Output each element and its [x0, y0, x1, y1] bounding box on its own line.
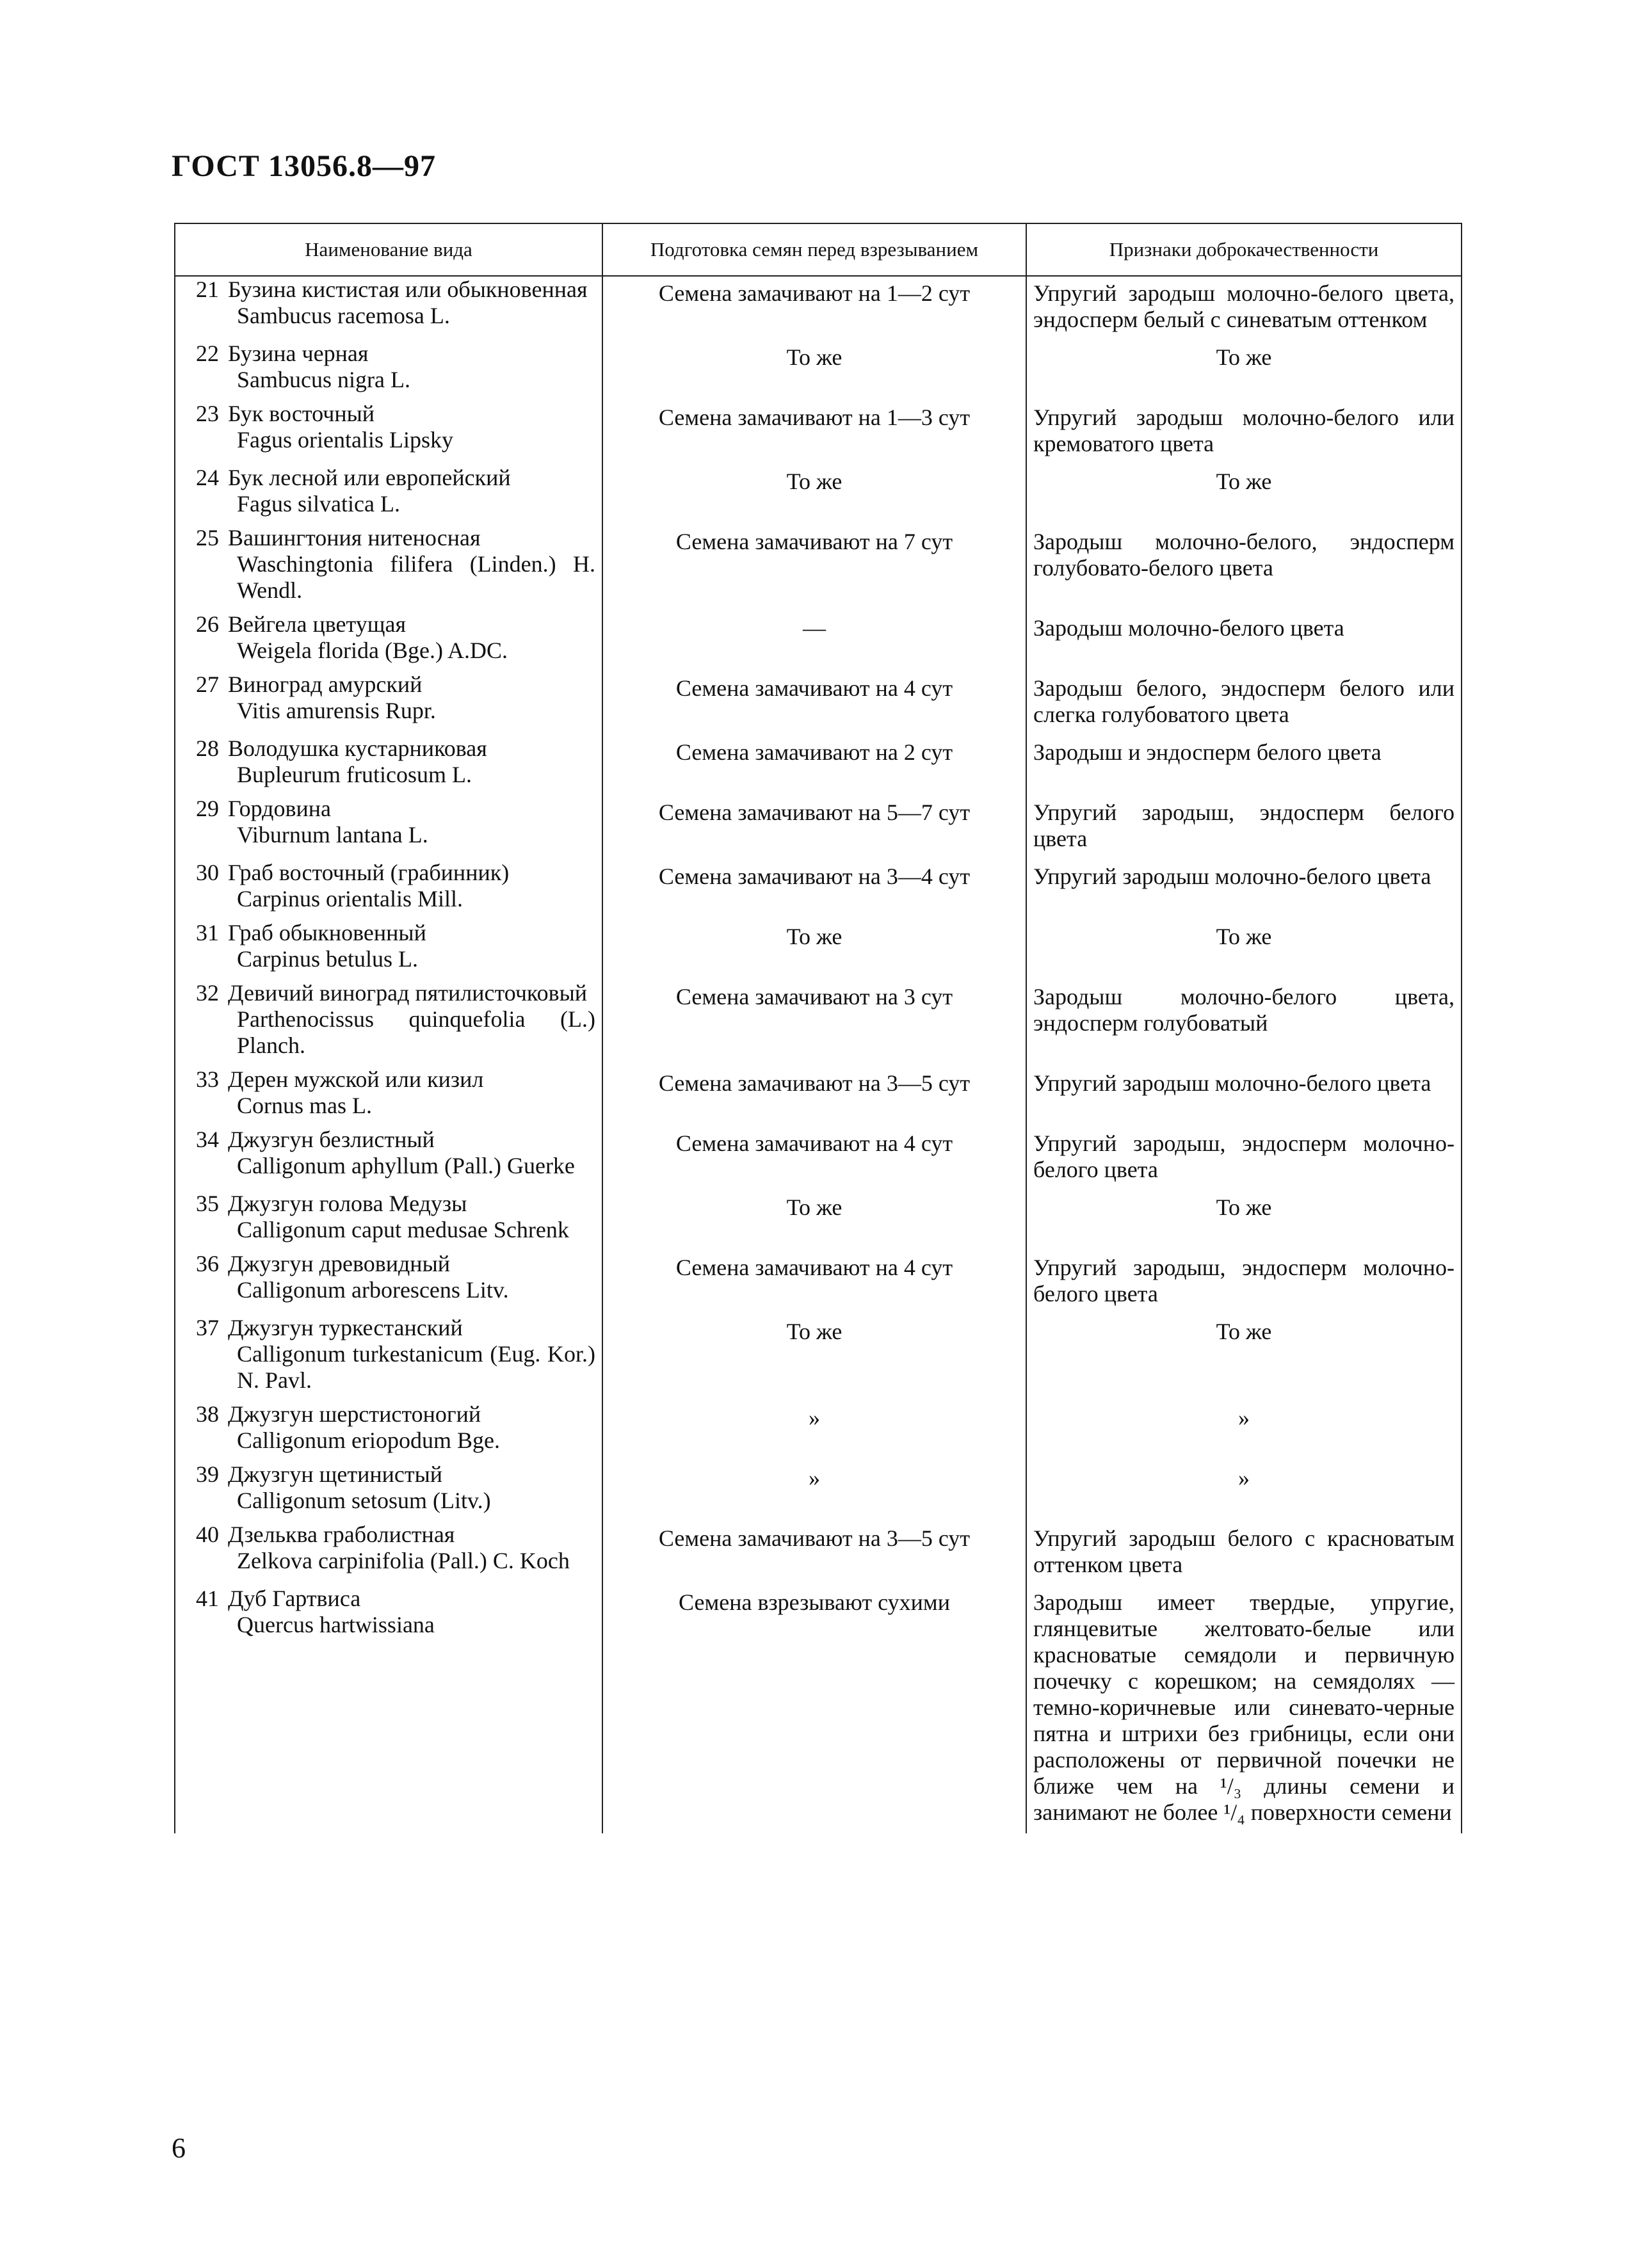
- species-name-latin: Calligonum setosum (Litv.): [237, 1488, 491, 1513]
- quality-signs-cell: Зародыш молочно-белого цвета: [1026, 611, 1462, 672]
- preparation-cell: Семена замачивают на 1—2 сут: [602, 276, 1026, 341]
- species-name-latin: Weigela florida (Bge.) A.DC.: [237, 638, 508, 663]
- species-name-cell: [175, 672, 602, 736]
- preparation-cell: То же: [602, 920, 1026, 980]
- species-name-cell: [175, 401, 602, 465]
- quality-signs-cell: Упругий зародыш белого с красноватым оттенком цвета: [1026, 1522, 1462, 1586]
- quality-signs-cell: То же: [1026, 1191, 1462, 1251]
- quality-signs-cell: Зародыш молочно-белого, эндосперм голубовато-белого цвета: [1026, 525, 1462, 611]
- table-row: [175, 796, 1462, 860]
- species-name-cell: [175, 611, 602, 672]
- species-number: 30: [196, 860, 219, 885]
- species-number: 26: [196, 611, 219, 637]
- species-name-latin: Calligonum turkestanicum (Eug. Kor.) N. Pavl.: [237, 1341, 595, 1393]
- species-name-russian: Бузина кистистая или обыкновенная: [228, 277, 588, 302]
- species-name-russian: Бузина черная: [228, 341, 369, 366]
- table-row: [175, 1461, 1462, 1522]
- table-row: [175, 611, 1462, 672]
- table-row: [175, 920, 1462, 980]
- species-name-latin: Sambucus nigra L.: [237, 367, 410, 392]
- species-name-russian: Джузгун безлистный: [228, 1127, 435, 1152]
- preparation-cell: Семена замачивают на 2 сут: [602, 736, 1026, 796]
- table-row: [175, 341, 1462, 401]
- preparation-cell: Семена замачивают на 7 сут: [602, 525, 1026, 611]
- species-name-russian: Дерен мужской или кизил: [228, 1066, 484, 1092]
- preparation-cell: Семена замачивают на 5—7 сут: [602, 796, 1026, 860]
- species-number: 23: [196, 401, 219, 426]
- species-number: 27: [196, 672, 219, 697]
- species-name-cell: [175, 736, 602, 796]
- species-name-cell: [175, 920, 602, 980]
- species-name-russian: Джузгун голова Медузы: [228, 1191, 467, 1216]
- document-title: ГОСТ 13056.8—97: [172, 149, 436, 183]
- preparation-cell: Семена замачивают на 4 сут: [602, 1127, 1026, 1191]
- species-number: 25: [196, 525, 219, 551]
- quality-signs-cell: Зародыш молочно-белого цвета, эндосперм голубоватый: [1026, 980, 1462, 1066]
- species-name-russian: Джузгун шерстистоногий: [228, 1401, 481, 1427]
- preparation-cell: —: [602, 611, 1026, 672]
- quality-signs-cell: Зародыш имеет твердые, упругие, глянцевитые желтовато-белые или красноватые семядоли и первичную почечку с корешком; на семядолях — темно-коричневые или синевато-черные пятна и штрихи без грибницы, если они расположены от первичной почечки не ближе чем на ¹/₃ длины семени и занимают не более ¹/₄ поверхности семени: [1026, 1586, 1462, 1833]
- species-name-russian: Граб обыкновенный: [228, 920, 426, 945]
- column-header-quality-signs: Признаки доброкачественности: [1026, 223, 1462, 276]
- species-number: 35: [196, 1191, 219, 1216]
- species-name-cell: [175, 1315, 602, 1401]
- species-name-latin: Carpinus betulus L.: [237, 946, 418, 972]
- preparation-cell: То же: [602, 465, 1026, 525]
- species-name-russian: Граб восточный (грабинник): [228, 860, 510, 885]
- quality-signs-cell: Упругий зародыш, эндосперм молочно-белого цвета: [1026, 1251, 1462, 1315]
- quality-signs-cell: Зародыш белого, эндосперм белого или слегка голубоватого цвета: [1026, 672, 1462, 736]
- species-name-latin: Vitis amurensis Rupr.: [237, 698, 436, 723]
- table-row: [175, 1127, 1462, 1191]
- preparation-cell: Семена замачивают на 3 сут: [602, 980, 1026, 1066]
- table-row: [175, 1522, 1462, 1586]
- species-name-cell: [175, 1522, 602, 1586]
- quality-signs-cell: То же: [1026, 465, 1462, 525]
- table-row: [175, 980, 1462, 1066]
- preparation-cell: »: [602, 1401, 1026, 1461]
- species-name-cell: [175, 796, 602, 860]
- table-row: [175, 672, 1462, 736]
- species-name-cell: [175, 1191, 602, 1251]
- species-name-latin: Quercus hartwissiana: [237, 1612, 435, 1637]
- species-name-cell: [175, 1066, 602, 1127]
- species-number: 31: [196, 920, 219, 945]
- species-number: 38: [196, 1401, 219, 1427]
- species-number: 41: [196, 1586, 219, 1611]
- preparation-cell: Семена замачивают на 3—4 сут: [602, 860, 1026, 920]
- preparation-cell: То же: [602, 1191, 1026, 1251]
- quality-signs-cell: То же: [1026, 920, 1462, 980]
- species-name-russian: Дуб Гартвиса: [228, 1586, 361, 1611]
- species-name-latin: Waschingtonia filifera (Linden.) H. Wendl.: [237, 551, 595, 603]
- table-row: [175, 525, 1462, 611]
- preparation-cell: Семена замачивают на 4 сут: [602, 1251, 1026, 1315]
- quality-signs-cell: Упругий зародыш, эндосперм белого цвета: [1026, 796, 1462, 860]
- species-number: 37: [196, 1315, 219, 1340]
- species-name-cell: [175, 525, 602, 611]
- table-body: [175, 276, 1462, 1833]
- species-name-russian: Джузгун туркестанский: [228, 1315, 463, 1340]
- species-name-latin: Fagus orientalis Lipsky: [237, 427, 453, 453]
- quality-signs-cell: Упругий зародыш молочно-белого цвета: [1026, 1066, 1462, 1127]
- species-name-latin: Calligonum caput medusae Schrenk: [237, 1217, 569, 1243]
- table-header-row: [175, 223, 1462, 276]
- species-name-cell: [175, 276, 602, 341]
- table-row: [175, 1066, 1462, 1127]
- table-row: [175, 860, 1462, 920]
- table-row: [175, 465, 1462, 525]
- species-number: 29: [196, 796, 219, 821]
- species-name-russian: Джузгун древовидный: [228, 1251, 451, 1276]
- species-name-latin: Calligonum arborescens Litv.: [237, 1277, 509, 1303]
- quality-signs-cell: »: [1026, 1461, 1462, 1522]
- quality-signs-cell: Упругий зародыш молочно-белого или кремоватого цвета: [1026, 401, 1462, 465]
- species-name-russian: Виноград амурский: [228, 672, 423, 697]
- column-header-preparation: Подготовка семян перед взрезыванием: [602, 223, 1026, 276]
- species-name-latin: Calligonum aphyllum (Pall.) Guerke: [237, 1153, 575, 1178]
- species-number: 39: [196, 1461, 219, 1487]
- table-row: [175, 1191, 1462, 1251]
- table-row: [175, 1251, 1462, 1315]
- species-number: 36: [196, 1251, 219, 1276]
- species-name-latin: Carpinus orientalis Mill.: [237, 886, 463, 912]
- preparation-cell: Семена взрезывают сухими: [602, 1586, 1026, 1833]
- preparation-cell: Семена замачивают на 3—5 сут: [602, 1066, 1026, 1127]
- quality-signs-cell: Упругий зародыш, эндосперм молочно-белого цвета: [1026, 1127, 1462, 1191]
- species-name-latin: Fagus silvatica L.: [237, 491, 400, 517]
- species-name-cell: [175, 980, 602, 1066]
- preparation-cell: То же: [602, 341, 1026, 401]
- species-number: 32: [196, 980, 219, 1006]
- preparation-cell: Семена замачивают на 4 сут: [602, 672, 1026, 736]
- quality-signs-cell: Упругий зародыш молочно-белого цвета, эндосперм белый с синеватым оттенком: [1026, 276, 1462, 341]
- page-number: 6: [172, 2132, 186, 2164]
- table-row: [175, 276, 1462, 341]
- species-name-cell: [175, 1461, 602, 1522]
- preparation-cell: То же: [602, 1315, 1026, 1401]
- species-name-latin: Viburnum lantana L.: [237, 822, 428, 848]
- species-name-latin: Cornus mas L.: [237, 1093, 372, 1118]
- species-number: 33: [196, 1066, 219, 1092]
- quality-signs-cell: То же: [1026, 1315, 1462, 1401]
- table-row: [175, 1586, 1462, 1833]
- species-name-latin: Sambucus racemosa L.: [237, 303, 450, 328]
- species-name-cell: [175, 1586, 602, 1833]
- species-number: 28: [196, 736, 219, 761]
- species-name-latin: Zelkova carpinifolia (Pall.) C. Koch: [237, 1548, 570, 1573]
- species-name-russian: Дзельква граболистная: [228, 1522, 455, 1547]
- species-number: 40: [196, 1522, 219, 1547]
- quality-signs-cell: »: [1026, 1401, 1462, 1461]
- column-header-species: Наименование вида: [175, 223, 602, 276]
- preparation-cell: »: [602, 1461, 1026, 1522]
- species-name-latin: Calligonum eriopodum Bge.: [237, 1428, 500, 1453]
- quality-signs-cell: Зародыш и эндосперм белого цвета: [1026, 736, 1462, 796]
- preparation-cell: Семена замачивают на 1—3 сут: [602, 401, 1026, 465]
- species-number: 24: [196, 465, 219, 490]
- species-name-cell: [175, 1251, 602, 1315]
- species-name-latin: Parthenocissus quinquefolia (L.) Planch.: [237, 1006, 595, 1058]
- species-name-russian: Бук восточный: [228, 401, 375, 426]
- table-row: [175, 1315, 1462, 1401]
- quality-signs-cell: Упругий зародыш молочно-белого цвета: [1026, 860, 1462, 920]
- species-name-russian: Вейгела цветущая: [228, 611, 407, 637]
- table-row: [175, 1401, 1462, 1461]
- species-name-russian: Джузгун щетинистый: [228, 1461, 443, 1487]
- table-row: [175, 736, 1462, 796]
- species-name-cell: [175, 1127, 602, 1191]
- species-name-cell: [175, 860, 602, 920]
- species-name-cell: [175, 1401, 602, 1461]
- table-row: [175, 401, 1462, 465]
- species-name-russian: Гордовина: [228, 796, 331, 821]
- species-name-russian: Вашингтония нитеносная: [228, 525, 481, 551]
- species-name-cell: [175, 465, 602, 525]
- species-name-latin: Bupleurum fruticosum L.: [237, 762, 472, 787]
- species-table: [174, 223, 1461, 1833]
- preparation-cell: Семена замачивают на 3—5 сут: [602, 1522, 1026, 1586]
- species-name-russian: Бук лесной или европейский: [228, 465, 511, 490]
- quality-signs-cell: То же: [1026, 341, 1462, 401]
- species-number: 21: [196, 277, 219, 302]
- species-name-cell: [175, 341, 602, 401]
- species-name-russian: Девичий виноград пятилисточковый: [228, 980, 588, 1006]
- species-number: 34: [196, 1127, 219, 1152]
- species-number: 22: [196, 341, 219, 366]
- species-name-russian: Володушка кустарниковая: [228, 736, 487, 761]
